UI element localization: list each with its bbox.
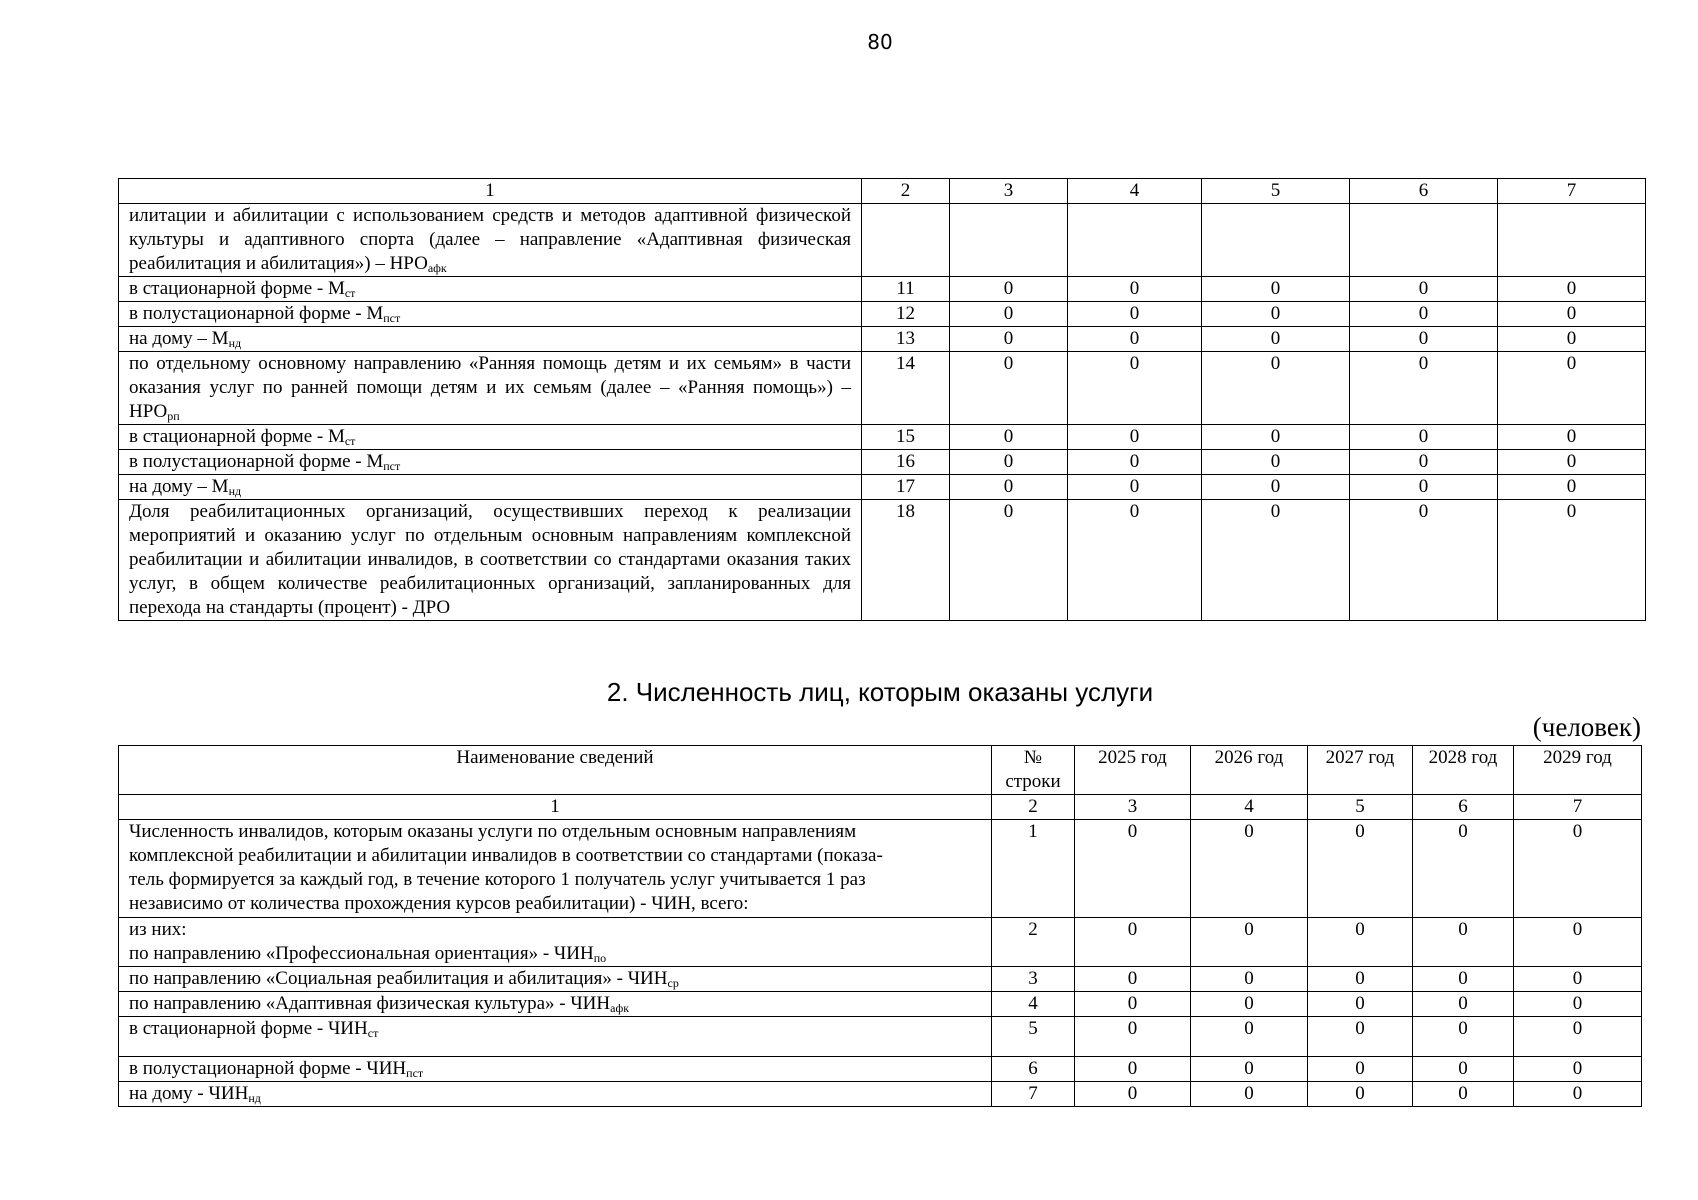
row-label-line: по направлению «Адаптивная физическая культура» - $ЧИН_{афк}$: [129, 993, 630, 1015]
row-value: 0: [1514, 1057, 1642, 1082]
row-value: 0: [1350, 277, 1498, 302]
row-label: [119, 1057, 992, 1082]
row-value: 0: [1202, 500, 1350, 621]
table-header-row: [119, 179, 1646, 204]
row-number: 11: [862, 277, 950, 302]
table-row: [119, 1017, 1642, 1057]
row-value: 0: [950, 500, 1068, 621]
row-value: 0: [950, 277, 1068, 302]
row-value: 0: [1498, 327, 1646, 352]
row-value: 0: [950, 352, 1068, 425]
row-number: [862, 204, 950, 277]
row-number: 5: [992, 1017, 1075, 1057]
row-value: 0: [1498, 425, 1646, 450]
row-value: 0: [1350, 425, 1498, 450]
row-value: [1350, 204, 1498, 277]
column-header: 4: [1068, 179, 1202, 204]
row-value: 0: [1191, 1057, 1308, 1082]
table-row: [119, 204, 1646, 277]
table-row: [119, 967, 1642, 992]
row-number: 16: [862, 450, 950, 475]
row-value: 0: [950, 450, 1068, 475]
column-header: Наименование сведений: [119, 746, 992, 795]
persons-served-table: [118, 745, 1642, 1107]
row-value: 0: [1068, 425, 1202, 450]
row-value: 0: [1514, 1017, 1642, 1057]
row-value: 0: [1514, 992, 1642, 1017]
column-header: 2: [862, 179, 950, 204]
column-number: 7: [1514, 795, 1642, 820]
column-header: 6: [1350, 179, 1498, 204]
row-value: 0: [1191, 820, 1308, 918]
row-value: 0: [1202, 352, 1350, 425]
table-row: [119, 352, 1646, 425]
row-value: 0: [1075, 918, 1191, 967]
row-value: [1068, 204, 1202, 277]
row-label-subscript: нд: [248, 1091, 261, 1105]
row-value: 0: [1308, 1017, 1413, 1057]
row-number: 6: [992, 1057, 1075, 1082]
row-label: в стационарной форме - $М_{ст}$: [119, 425, 862, 450]
row-value: 0: [1191, 918, 1308, 967]
table-row: [119, 500, 1646, 621]
row-label-subscript: пст: [406, 1066, 424, 1080]
row-value: 0: [1498, 277, 1646, 302]
column-header: 1: [119, 179, 862, 204]
row-value: 0: [1413, 918, 1514, 967]
row-value: 0: [1202, 450, 1350, 475]
row-value: 0: [1308, 992, 1413, 1017]
row-value: [1498, 204, 1646, 277]
row-value: 0: [1191, 1082, 1308, 1107]
row-value: 0: [1413, 1017, 1514, 1057]
row-value: 0: [1308, 820, 1413, 918]
row-label: илитации и абилитации с использованием средств и методов адаптивной физической культуры и адаптивного спорта (далее – направление «Адаптивная физическая реабилитация и абилитация») – $НРО_{афк}$: [119, 204, 862, 277]
row-label: [119, 1017, 992, 1057]
row-label-line: в стационарной форме - $ЧИН_{ст}$: [129, 1018, 379, 1040]
row-value: 0: [1308, 967, 1413, 992]
row-number: 3: [992, 967, 1075, 992]
row-value: 0: [1191, 992, 1308, 1017]
row-label-line: по направлению «Профессиональная ориентация» - $ЧИН_{по}$: [129, 943, 607, 965]
column-number-row: [119, 795, 1642, 820]
row-label-line: на дому - $ЧИН_{нд}$: [129, 1083, 261, 1105]
row-value: 0: [1068, 277, 1202, 302]
row-label-line: Численность инвалидов, которым оказаны услуги по отдельным основным направлениям: [129, 821, 857, 842]
row-value: 0: [1068, 450, 1202, 475]
row-value: 0: [1075, 992, 1191, 1017]
row-value: 0: [1191, 967, 1308, 992]
row-label: на дому – $М_{нд}$: [119, 327, 862, 352]
row-label: Доля реабилитационных организаций, осуществивших переход к реализации мероприятий и оказанию услуг по отдельным основным направлениям комплексной реабилитации и абилитации инвалидов, в соответствии со стандартами оказания таких услуг, в общем количестве реабилитационных организаций, запланированных для перехода на стандарты (процент) - ДРО: [119, 500, 862, 621]
row-label-subscript: рп: [167, 409, 180, 423]
table-row: [119, 918, 1642, 967]
row-label: в стационарной форме - $М_{ст}$: [119, 277, 862, 302]
row-value: 0: [950, 425, 1068, 450]
row-number: 13: [862, 327, 950, 352]
table-header-row: [119, 746, 1642, 795]
section-title: 2. Численность лиц, которым оказаны услуги: [606, 677, 1154, 707]
row-label-line: комплексной реабилитации и абилитации инвалидов в соответствии со стандартами (показа-: [129, 845, 883, 866]
column-number: 4: [1191, 795, 1308, 820]
row-number: 7: [992, 1082, 1075, 1107]
page-number: 80: [867, 30, 893, 54]
table-row: [119, 820, 1642, 918]
table-row: [119, 450, 1646, 475]
row-label-subscript: афк: [427, 261, 447, 275]
row-value: 0: [1498, 302, 1646, 327]
table-row: [119, 327, 1646, 352]
row-value: 0: [1202, 302, 1350, 327]
table-row: [119, 992, 1642, 1017]
row-label-subscript: ст: [344, 434, 356, 448]
row-value: 0: [1202, 475, 1350, 500]
row-value: 0: [1075, 820, 1191, 918]
row-value: 0: [1075, 1017, 1191, 1057]
row-value: [950, 204, 1068, 277]
row-number: 14: [862, 352, 950, 425]
row-value: 0: [1350, 352, 1498, 425]
column-header: 2025 год: [1075, 746, 1191, 795]
row-value: 0: [950, 475, 1068, 500]
row-value: 0: [1350, 500, 1498, 621]
row-label-subscript: ст: [367, 1026, 379, 1040]
row-value: 0: [1068, 302, 1202, 327]
row-label-subscript: по: [593, 951, 607, 965]
row-label-subscript: ср: [667, 976, 679, 990]
row-value: 0: [1514, 1082, 1642, 1107]
row-value: 0: [1191, 1017, 1308, 1057]
row-value: [1202, 204, 1350, 277]
row-value: 0: [1498, 450, 1646, 475]
row-label: [119, 967, 992, 992]
table-body: [119, 204, 1646, 621]
column-header: 5: [1202, 179, 1350, 204]
column-number: 5: [1308, 795, 1413, 820]
row-value: 0: [1068, 475, 1202, 500]
column-number: 2: [992, 795, 1075, 820]
column-number: 1: [119, 795, 992, 820]
row-value: 0: [1514, 918, 1642, 967]
row-label-subscript: афк: [610, 1001, 630, 1015]
row-label-line: в полустационарной форме - $ЧИН_{пст}$: [129, 1058, 424, 1080]
column-header: 3: [950, 179, 1068, 204]
column-header: 2029 год: [1514, 746, 1642, 795]
row-value: 0: [1413, 820, 1514, 918]
row-value: 0: [1068, 327, 1202, 352]
column-header: 7: [1498, 179, 1646, 204]
row-label-subscript: ст: [344, 286, 356, 300]
row-number: 12: [862, 302, 950, 327]
row-label-subscript: нд: [228, 336, 242, 350]
row-label: [119, 820, 992, 918]
row-value: 0: [1075, 1057, 1191, 1082]
row-value: 0: [1068, 352, 1202, 425]
row-label-line: независимо от количества прохождения курсов реабилитации) - ЧИН, всего:: [129, 893, 749, 914]
column-header: 2028 год: [1413, 746, 1514, 795]
table-row: [119, 302, 1646, 327]
row-value: 0: [1498, 500, 1646, 621]
row-label: [119, 992, 992, 1017]
row-label: [119, 1082, 992, 1107]
table-row: [119, 1057, 1642, 1082]
row-value: 0: [1413, 1057, 1514, 1082]
column-header: 2026 год: [1191, 746, 1308, 795]
row-value: 0: [1413, 1082, 1514, 1107]
table-row: [119, 475, 1646, 500]
row-value: 0: [1514, 967, 1642, 992]
row-number: 17: [862, 475, 950, 500]
row-label-line: из них:: [129, 919, 187, 940]
row-value: 0: [1413, 992, 1514, 1017]
row-number: 15: [862, 425, 950, 450]
row-value: 0: [1075, 1082, 1191, 1107]
row-value: 0: [1498, 475, 1646, 500]
row-value: 0: [1075, 967, 1191, 992]
row-value: 0: [1350, 327, 1498, 352]
row-number: 1: [992, 820, 1075, 918]
row-value: 0: [1202, 425, 1350, 450]
row-value: 0: [1068, 500, 1202, 621]
column-number: 6: [1413, 795, 1514, 820]
row-value: 0: [950, 327, 1068, 352]
row-value: 0: [950, 302, 1068, 327]
table-body: [119, 820, 1642, 1107]
table-row: [119, 1082, 1642, 1107]
row-label: в полустационарной форме - $М_{пст}$: [119, 450, 862, 475]
row-label: в полустационарной форме - $М_{пст}$: [119, 302, 862, 327]
row-label-subscript: нд: [228, 484, 242, 498]
row-label-line: тель формируется за каждый год, в течение которого 1 получатель услуг учитывается 1 раз: [129, 869, 866, 890]
row-label-subscript: пст: [383, 459, 401, 473]
row-value: 0: [1308, 1057, 1413, 1082]
row-label: по отдельному основному направлению «Ранняя помощь детям и их семьям» в части оказания услуг по ранней помощи детям и их семьям (далее – «Ранняя помощь») – $НРО_{рп}$: [119, 352, 862, 425]
row-value: 0: [1308, 918, 1413, 967]
row-value: 0: [1514, 820, 1642, 918]
row-value: 0: [1308, 1082, 1413, 1107]
row-label-line: по направлению «Социальная реабилитация и абилитация» - $ЧИН_{ср}$: [129, 968, 679, 990]
table-row: [119, 425, 1646, 450]
row-value: 0: [1350, 450, 1498, 475]
row-value: 0: [1498, 352, 1646, 425]
row-value: 0: [1202, 277, 1350, 302]
row-label: на дому – $М_{нд}$: [119, 475, 862, 500]
row-number: 2: [992, 918, 1075, 967]
row-value: 0: [1413, 967, 1514, 992]
row-value: 0: [1350, 475, 1498, 500]
units-label: (человек): [1532, 712, 1641, 742]
rehab-organizations-table: [118, 178, 1646, 621]
row-label-subscript: пст: [383, 311, 401, 325]
column-number: 3: [1075, 795, 1191, 820]
column-header: № строки: [992, 746, 1075, 795]
row-label: [119, 918, 992, 967]
column-header: 2027 год: [1308, 746, 1413, 795]
row-number: 18: [862, 500, 950, 621]
row-value: 0: [1202, 327, 1350, 352]
row-number: 4: [992, 992, 1075, 1017]
row-value: 0: [1350, 302, 1498, 327]
table-row: [119, 277, 1646, 302]
